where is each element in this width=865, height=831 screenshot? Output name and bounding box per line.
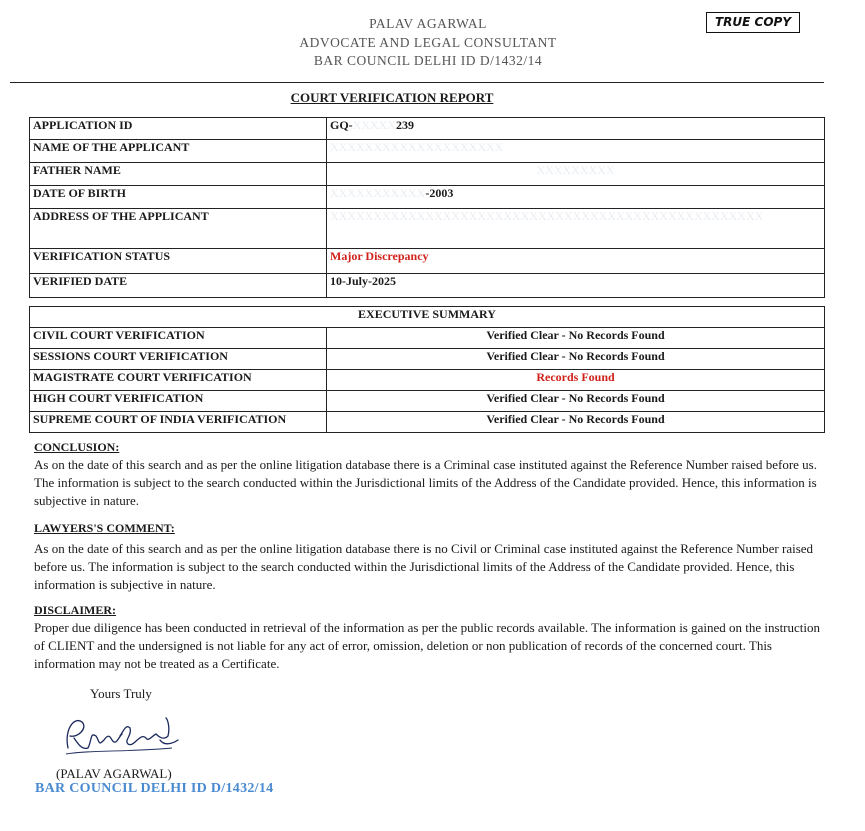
table-row: [30, 163, 825, 186]
true-copy-stamp: TRUE COPY: [706, 12, 800, 33]
table-row: [30, 186, 825, 209]
court-label: CIVIL COURT VERIFICATION: [30, 328, 327, 349]
court-label: SUPREME COURT OF INDIA VERIFICATION: [30, 412, 327, 433]
table-row: [30, 412, 825, 433]
verification-status-value: Major Discrepancy: [327, 249, 825, 274]
advocate-bar-id: BAR COUNCIL DELHI ID D/1432/14: [313, 53, 543, 68]
table-row: [30, 391, 825, 412]
court-result: Records Found: [327, 370, 825, 391]
footer-bar-council-id: BAR COUNCIL DELHI ID D/1432/14: [35, 781, 274, 796]
table-row: [30, 249, 825, 274]
signature-image: [60, 710, 190, 760]
table-row: [30, 118, 825, 140]
address-value: [327, 209, 825, 249]
table-row: [30, 370, 825, 391]
dob-year: -2003: [425, 186, 454, 200]
advocate-designation: ADVOCATE AND LEGAL CONSULTANT: [299, 35, 557, 50]
table-row: [30, 328, 825, 349]
redacted-text: XXXXXXXXX: [536, 163, 615, 177]
table-row: [30, 209, 825, 249]
father-name-value: [327, 163, 825, 186]
advocate-name: PALAV AGARWAL: [369, 16, 487, 31]
executive-summary-heading: EXECUTIVE SUMMARY: [30, 307, 825, 328]
verified-date-label: VERIFIED DATE: [30, 274, 327, 298]
report-title: COURT VERIFICATION REPORT: [290, 90, 494, 105]
applicant-name-label: NAME OF THE APPLICANT: [30, 140, 327, 163]
verified-date-value: 10-July-2025: [327, 274, 825, 298]
redacted-text: XXXXXXXXXXXXXXXXXXXXXXXXXXXXXXXXXXXXXXXXXXXXXXXXXX: [330, 209, 764, 223]
father-name-label: FATHER NAME: [30, 163, 327, 186]
signatory-name: (PALAV AGARWAL): [56, 766, 172, 781]
disclaimer-text: Proper due diligence has been conducted in retrieval of the information as per the public records available. The information is gained on the instruction of CLIENT and the undersigned is not liable for any act of error, omission, deletion or non publication of records of the concerned court. This information may not be treated as a Certificate.: [34, 620, 821, 671]
applicant-name-value: [327, 140, 825, 163]
court-result: Verified Clear - No Records Found: [327, 412, 825, 433]
table-row: [30, 307, 825, 328]
applicant-details-table: [29, 117, 825, 298]
header-divider: [10, 82, 824, 83]
court-result: Verified Clear - No Records Found: [327, 328, 825, 349]
court-result: Verified Clear - No Records Found: [327, 349, 825, 370]
court-result: Verified Clear - No Records Found: [327, 391, 825, 412]
application-id-prefix: GQ-: [330, 118, 353, 132]
dob-value: [327, 186, 825, 209]
yours-truly: Yours Truly: [90, 686, 152, 701]
table-row: [30, 274, 825, 298]
disclaimer-heading: DISCLAIMER:: [34, 603, 117, 617]
dob-label: DATE OF BIRTH: [30, 186, 327, 209]
redacted-text: XXXXXXXXXXXXXXXXXXXX: [330, 140, 504, 154]
application-id-label: APPLICATION ID: [30, 118, 327, 140]
court-label: MAGISTRATE COURT VERIFICATION: [30, 370, 327, 391]
application-id-suffix: 239: [396, 118, 415, 132]
table-row: [30, 349, 825, 370]
court-label: HIGH COURT VERIFICATION: [30, 391, 327, 412]
application-id-value: [327, 118, 825, 140]
conclusion-heading: CONCLUSION:: [34, 440, 120, 454]
address-label: ADDRESS OF THE APPLICANT: [30, 209, 327, 249]
redacted-text: XXXXXXXXXXX: [330, 186, 426, 200]
table-row: [30, 140, 825, 163]
lawyers-comment-text: As on the date of this search and as per the online litigation database there is no Civil or Criminal case instituted against the Reference Number raised before us. The information is subject to the search conducted within the Jurisdictional limits of the Address of the Candidate provided. Hence, this information is subjective in nature.: [34, 541, 814, 592]
court-label: SESSIONS COURT VERIFICATION: [30, 349, 327, 370]
lawyers-comment-heading: LAWYERS'S COMMENT:: [34, 521, 175, 535]
executive-summary-table: [29, 306, 825, 433]
redacted-text: XXXXX: [352, 118, 397, 132]
conclusion-text: As on the date of this search and as per the online litigation database there is a Criminal case instituted against the Reference Number raised before us. The information is subject to the search conducted within the Jurisdictional limits of the Address of the Candidate provided. Hence, this information is subjective in nature.: [34, 457, 817, 508]
verification-status-label: VERIFICATION STATUS: [30, 249, 327, 274]
